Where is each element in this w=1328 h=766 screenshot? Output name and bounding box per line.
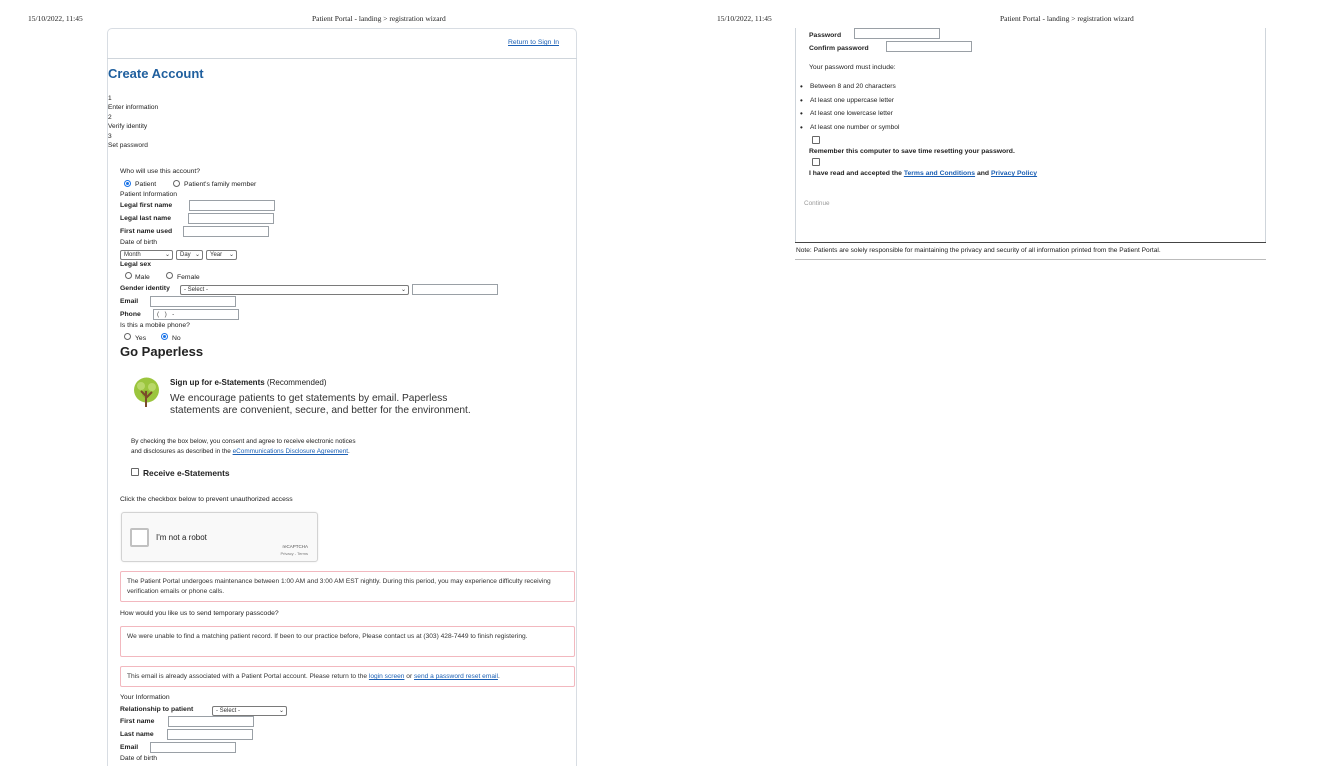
email-exists-alert	[120, 666, 575, 687]
footer-rule-top	[795, 242, 1266, 243]
relationship-label: Relationship to patient	[120, 706, 194, 713]
login-screen-link[interactable]: login screen	[368, 673, 405, 680]
return-to-sign-in-link[interactable]: Return to Sign In	[508, 39, 560, 46]
radio-mobile-yes[interactable]	[124, 333, 131, 340]
print-datetime-left: 15/10/2022, 11:45	[28, 14, 83, 23]
relationship-value: - Select -	[216, 708, 241, 714]
legal-first-name-input[interactable]	[189, 200, 275, 211]
consent-line2-suffix: .	[348, 448, 350, 455]
password-rule: • Between 8 and 20 characters	[797, 83, 899, 97]
remember-computer-checkbox[interactable]	[812, 136, 820, 144]
consent-line2-prefix: and disclosures as described in the	[131, 448, 233, 455]
recaptcha-checkbox[interactable]	[130, 528, 149, 547]
card-divider	[107, 58, 577, 59]
print-title-right: Patient Portal - landing > registration wizard	[1000, 14, 1134, 23]
no-match-alert: We were unable to find a matching patient record. If been to our practice before, Please contact us at (303) 428-7449 to finish registering.	[120, 626, 575, 657]
radio-mobile-no[interactable]	[161, 333, 168, 340]
dob-month-select[interactable]	[120, 250, 173, 260]
step-2-label: Verify identity	[108, 123, 148, 130]
dob-day-select[interactable]	[176, 250, 203, 260]
password-rule: • At least one lowercase letter	[797, 110, 899, 124]
chevron-down-icon: ⌄	[228, 252, 234, 258]
gender-identity-label: Gender identity	[120, 285, 170, 292]
chevron-down-icon: ⌄	[400, 287, 406, 293]
password-rules-intro: Your password must include:	[809, 64, 896, 71]
paperless-desc-line1: We encourage patients to get statements by email. Paperless	[170, 393, 448, 404]
footer-rule-bottom	[795, 259, 1266, 260]
password-input[interactable]	[854, 28, 940, 39]
radio-male[interactable]	[125, 272, 132, 279]
confirm-password-label: Confirm password	[809, 45, 869, 52]
dob-day-value: Day	[180, 252, 191, 258]
paperless-desc-line2: statements are convenient, secure, and better for the environment.	[170, 405, 471, 416]
radio-patient[interactable]	[124, 180, 131, 187]
gender-identity-value: - Select -	[184, 287, 209, 293]
chevron-down-icon: ⌄	[194, 252, 200, 258]
relationship-select[interactable]	[212, 706, 287, 716]
legal-sex-label: Legal sex	[120, 261, 151, 268]
radio-female-label: Female	[177, 274, 200, 281]
passcode-question: How would you like us to send temporary passcode?	[120, 610, 279, 617]
tree-icon	[132, 377, 161, 409]
step-1-number: 1	[108, 95, 112, 102]
dob-year-value: Year	[210, 252, 223, 258]
accept-terms-checkbox[interactable]	[812, 158, 820, 166]
privacy-policy-link[interactable]: Privacy Policy	[990, 170, 1038, 177]
your-first-name-input[interactable]	[168, 716, 254, 727]
email-input[interactable]	[150, 296, 236, 307]
your-first-name-label: First name	[120, 718, 155, 725]
phone-input[interactable]	[153, 309, 239, 320]
esignup-recommended: (Recommended)	[266, 378, 327, 387]
your-last-name-label: Last name	[120, 731, 154, 738]
print-title-left: Patient Portal - landing > registration wizard	[312, 14, 446, 23]
your-email-input[interactable]	[150, 742, 236, 753]
who-question: Who will use this account?	[120, 168, 201, 175]
gender-identity-select[interactable]	[180, 285, 409, 295]
email-exists-middle: or	[404, 673, 414, 680]
your-dob-label: Date of birth	[120, 755, 158, 762]
consent-line1: By checking the box below, you consent and agree to receive electronic notices	[131, 438, 356, 445]
your-email-label: Email	[120, 744, 139, 751]
radio-male-label: Male	[135, 274, 150, 281]
confirm-password-input[interactable]	[886, 41, 972, 52]
your-info-heading: Your Information	[120, 694, 170, 701]
step-3-number: 3	[108, 133, 112, 140]
patient-info-heading: Patient Information	[120, 191, 178, 198]
mobile-question: Is this a mobile phone?	[120, 322, 190, 329]
dob-month-value: Month	[124, 252, 141, 258]
radio-mobile-yes-label: Yes	[135, 335, 147, 342]
your-last-name-input[interactable]	[167, 729, 253, 740]
dob-label: Date of birth	[120, 239, 158, 246]
captcha-instruction: Click the checkbox below to prevent unauthorized access	[120, 496, 293, 503]
accept-middle: and	[975, 170, 991, 177]
gender-identity-other-input[interactable]	[412, 284, 498, 295]
email-label: Email	[120, 298, 139, 305]
recaptcha-terms[interactable]: Privacy - Terms	[280, 551, 308, 556]
first-name-used-input[interactable]	[183, 226, 269, 237]
continue-button[interactable]: Continue	[804, 200, 830, 207]
radio-patient-label: Patient	[135, 181, 157, 188]
password-label: Password	[809, 32, 842, 39]
card-left-border	[795, 28, 796, 242]
esignup-line	[170, 378, 327, 387]
radio-mobile-no-label: No	[172, 335, 181, 342]
terms-conditions-link[interactable]: Terms and Conditions	[903, 170, 976, 177]
legal-first-name-label: Legal first name	[120, 202, 173, 209]
recaptcha-widget	[121, 512, 318, 562]
password-rule: • At least one number or symbol	[797, 124, 899, 138]
first-name-used-label: First name used	[120, 228, 173, 235]
chevron-down-icon: ⌄	[278, 708, 284, 714]
password-reset-link[interactable]: send a password reset email	[414, 673, 498, 680]
accept-terms-label	[809, 170, 1037, 177]
recaptcha-label: I'm not a robot	[156, 533, 207, 542]
card-right-border	[1265, 28, 1266, 242]
accept-prefix: I have read and accepted the	[809, 170, 904, 177]
step-1-label: Enter information	[108, 104, 159, 111]
footer-note: Note: Patients are solely responsible for maintaining the privacy and security of all information printed from the Patient Portal.	[796, 247, 1161, 254]
dob-year-select[interactable]	[206, 250, 237, 260]
maintenance-alert: The Patient Portal undergoes maintenance between 1:00 AM and 3:00 AM EST nightly. During this period, you may experience difficulty receiving verification emails or phone calls.	[120, 571, 575, 602]
step-2-number: 2	[108, 114, 112, 121]
email-exists-prefix: This email is already associated with a Patient Portal account. Please return to the	[127, 673, 369, 680]
radio-family-member[interactable]	[173, 180, 180, 187]
page-title: Create Account	[108, 66, 204, 81]
go-paperless-heading: Go Paperless	[120, 344, 204, 359]
chevron-down-icon: ⌄	[164, 252, 170, 258]
consent-line2	[131, 448, 350, 455]
receive-estatements-label: Receive e-Statements	[143, 468, 230, 478]
password-rule: • At least one uppercase letter	[797, 97, 899, 111]
phone-label: Phone	[120, 311, 141, 318]
step-3-label: Set password	[108, 142, 148, 149]
email-exists-suffix: .	[497, 673, 500, 680]
radio-family-member-label: Patient's family member	[184, 181, 257, 188]
print-datetime-right: 15/10/2022, 11:45	[717, 14, 772, 23]
password-rules-list	[797, 83, 899, 138]
ecomm-disclosure-link[interactable]: eCommunications Disclosure Agreement	[232, 448, 349, 455]
recaptcha-brand: reCAPTCHA	[282, 544, 308, 549]
legal-last-name-label: Legal last name	[120, 215, 171, 222]
legal-last-name-input[interactable]	[188, 213, 274, 224]
remember-computer-label: Remember this computer to save time resetting your password.	[809, 148, 1015, 155]
esignup-bold: Sign up for e-Statements	[170, 378, 265, 387]
radio-female[interactable]	[166, 272, 173, 279]
receive-estatements-checkbox[interactable]	[131, 468, 139, 476]
